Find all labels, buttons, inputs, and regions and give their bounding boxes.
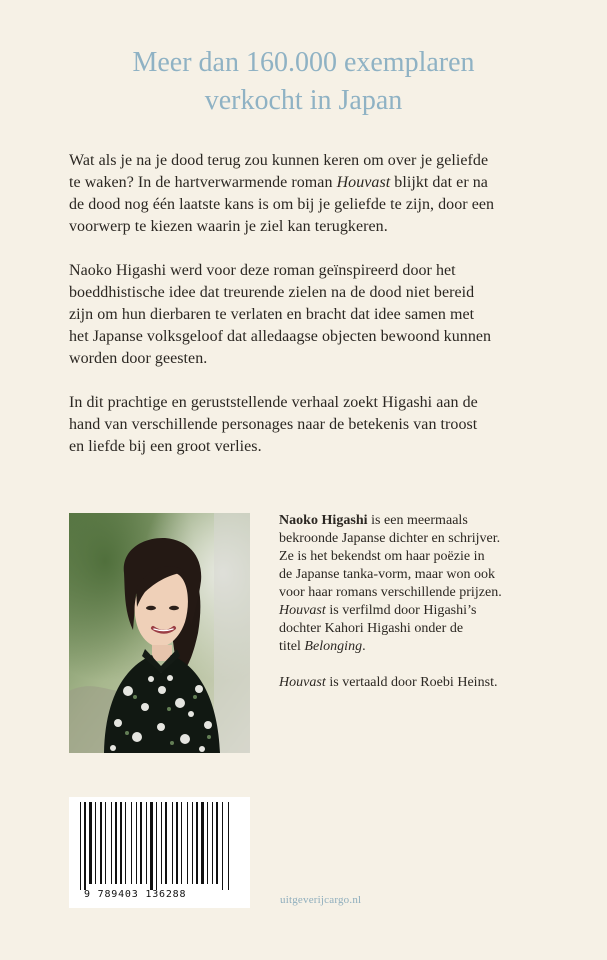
isbn-barcode (69, 797, 250, 908)
headline-line-1: Meer dan 160.000 exemplaren (132, 47, 475, 78)
barcode-bar (95, 802, 96, 884)
barcode-bar (111, 802, 112, 884)
barcode-bar (181, 802, 182, 884)
barcode-bar (156, 802, 157, 890)
text-fragment: is een meermaals (367, 513, 468, 528)
text-line: hand van verschillende personages naar de betekenis van troost (69, 416, 478, 433)
text-line: Naoko Higashi werd voor deze roman geïnspireerd door het (69, 262, 456, 279)
headline-line-2: verkocht in Japan (204, 85, 403, 116)
barcode-bar (216, 802, 218, 884)
barcode-bar (84, 802, 86, 890)
text-line: dochter Kahori Higashi onder de (279, 621, 464, 636)
barcode-bar (196, 802, 198, 884)
text-line (279, 602, 579, 620)
barcode-bar (146, 802, 147, 884)
text-fragment: is vertaald door Roebi Heinst. (325, 675, 498, 690)
text-fragment: is verfilmd door Higashi’s (325, 603, 477, 618)
author-name: Naoko Higashi (279, 513, 368, 528)
barcode-bar (165, 802, 167, 884)
barcode-bar (187, 802, 188, 884)
text-line: voorwerp te kiezen waarin je ziel kan terugkeren. (69, 218, 388, 235)
barcode-bar (161, 802, 162, 884)
author-bio (279, 512, 579, 692)
barcode-bar (201, 802, 204, 884)
isbn-number: 9 789403 136288 (84, 889, 187, 900)
barcode-bar (192, 802, 193, 884)
barcode-bar (100, 802, 102, 884)
book-title-italic: Houvast (279, 603, 326, 618)
text-line: worden door geesten. (69, 350, 208, 367)
barcode-bar (222, 802, 223, 890)
book-title-italic: Houvast (336, 174, 391, 191)
text-line (279, 638, 579, 656)
text-line: Wat als je na je dood terug zou kunnen keren om over je geliefde (69, 152, 489, 169)
barcode-bar (115, 802, 117, 884)
text-line: zijn om hun dierbaren te verlaten en bracht dat idee samen met (69, 306, 475, 323)
book-description (69, 150, 541, 458)
barcode-bar (212, 802, 213, 884)
barcode-bar (228, 802, 229, 890)
book-title-italic: Houvast (279, 675, 326, 690)
description-paragraph-1 (69, 150, 541, 238)
text-line: bekroonde Japanse dichter en schrijver. (279, 531, 501, 546)
barcode-bar (150, 802, 153, 890)
barcode-bar (172, 802, 173, 884)
barcode-bar (89, 802, 92, 884)
text-fragment: . (362, 639, 366, 654)
text-line: voor haar romans verschillende prijzen. (279, 585, 502, 600)
publisher-website: uitgeverijcargo.nl (280, 894, 362, 906)
film-title-italic: Belonging (304, 639, 363, 654)
text-line: de Japanse tanka-vorm, maar won ook (279, 567, 496, 582)
text-fragment: te waken? In de hartverwarmende roman (69, 174, 337, 191)
description-paragraph-2 (69, 260, 541, 370)
barcode-bar (140, 802, 142, 884)
text-line: In dit prachtige en geruststellende verhaal zoekt Higashi aan de (69, 394, 478, 411)
text-line: en liefde bij een groot verlies. (69, 438, 262, 455)
text-fragment: blijkt dat er na (390, 174, 488, 191)
barcode-bar (125, 802, 126, 884)
barcode-bar (176, 802, 178, 884)
text-line: het Japanse volksgeloof dat alledaagse objecten bewoond kunnen (69, 328, 492, 345)
barcode-bar (131, 802, 132, 884)
text-line: boeddhistische idee dat treurende zielen na de dood niet bereid (69, 284, 475, 301)
barcode-bar (80, 802, 81, 890)
author-photo (69, 513, 250, 753)
barcode-bar (120, 802, 122, 884)
barcode-bar (207, 802, 208, 884)
text-line (69, 172, 541, 194)
text-line: Ze is het bekendst om haar poëzie in (279, 549, 485, 564)
barcode-bar (136, 802, 137, 884)
translator-credit (279, 674, 579, 692)
text-line (279, 674, 579, 692)
author-portrait-illustration (69, 513, 250, 753)
author-bio-paragraph (279, 512, 579, 656)
headline (40, 44, 567, 120)
text-fragment: titel (279, 639, 305, 654)
text-line: de dood nog één laatste kans is om bij je geliefde te zijn, door een (69, 196, 495, 213)
text-line (279, 512, 579, 530)
description-paragraph-3 (69, 392, 541, 458)
barcode-bar (105, 802, 106, 884)
